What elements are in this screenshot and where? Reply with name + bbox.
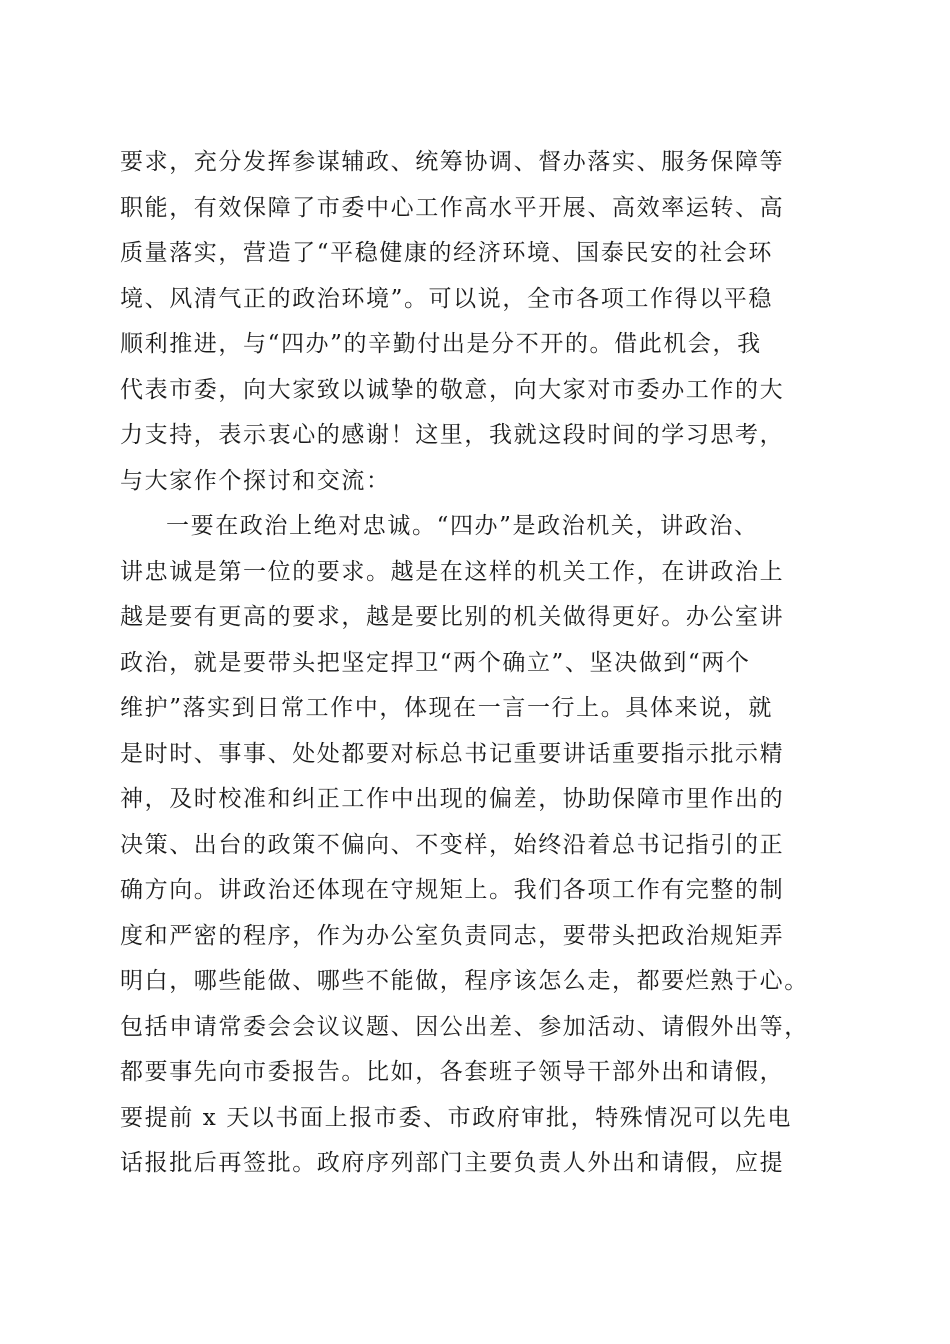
text-line: 度和严密的程序，作为办公室负责同志，要带头把政治规矩弄: [120, 922, 785, 949]
text-line: 包括申请常委会会议议题、因公出差、参加活动、请假外出等，: [120, 1013, 809, 1040]
text-line: 决策、出台的政策不偏向、不变样，始终沿着总书记指引的正: [120, 831, 785, 858]
text-line: 都要事先向市委报告。比如，各套班子领导干部外出和请假，: [120, 1059, 785, 1085]
text-line: 要提前 x 天以书面上报市委、市政府审批，特殊情况可以先电: [120, 1104, 792, 1131]
text-line: 要求，充分发挥参谋辅政、统筹协调、督办落实、服务保障等: [120, 149, 785, 175]
text-line: 代表市委，向大家致以诚挚的敬意，向大家对市委办工作的大: [120, 376, 785, 403]
text-line: 顺利推进，与“四办”的辛勤付出是分不开的。借此机会，我: [120, 331, 762, 357]
text-line: 与大家作个探讨和交流：: [120, 467, 391, 494]
paragraph-first-line: 一要在政治上绝对忠诚。“四办”是政治机关，讲政治、: [166, 513, 759, 539]
text-line: 越是要有更高的要求，越是要比别的机关做得更好。办公室讲: [120, 604, 785, 630]
text-line: 讲忠诚是第一位的要求。越是在这样的机关工作，在讲政治上: [120, 558, 785, 585]
text-line: 力支持，表示衷心的感谢！这里，我就这段时间的学习思考，: [120, 422, 785, 448]
text-line: 话报批后再签批。政府序列部门主要负责人外出和请假，应提: [120, 1150, 785, 1176]
text-line: 职能，有效保障了市委中心工作高水平开展、高效率运转、高: [120, 194, 785, 221]
text-line: 神，及时校准和纠正工作中出现的偏差，协助保障市里作出的: [120, 786, 785, 812]
text-line: 确方向。讲政治还体现在守规矩上。我们各项工作有完整的制: [120, 877, 785, 903]
body-text: [120, 140, 840, 1187]
text-line: 明白，哪些能做、哪些不能做，程序该怎么走，都要烂熟于心。: [120, 968, 809, 994]
text-line: 境、风清气正的政治环境”。可以说，全市各项工作得以平稳: [120, 285, 773, 312]
text-line: 是时时、事事、处处都要对标总书记重要讲话重要指示批示精: [120, 740, 785, 767]
text-line: 质量落实，营造了“平稳健康的经济环境、国泰民安的社会环: [120, 240, 773, 266]
text-line: 政治，就是要带头把坚定捍卫“两个确立”、坚决做到“两个: [120, 649, 751, 676]
text-line: 维护”落实到日常工作中，体现在一言一行上。具体来说，就: [120, 695, 773, 721]
